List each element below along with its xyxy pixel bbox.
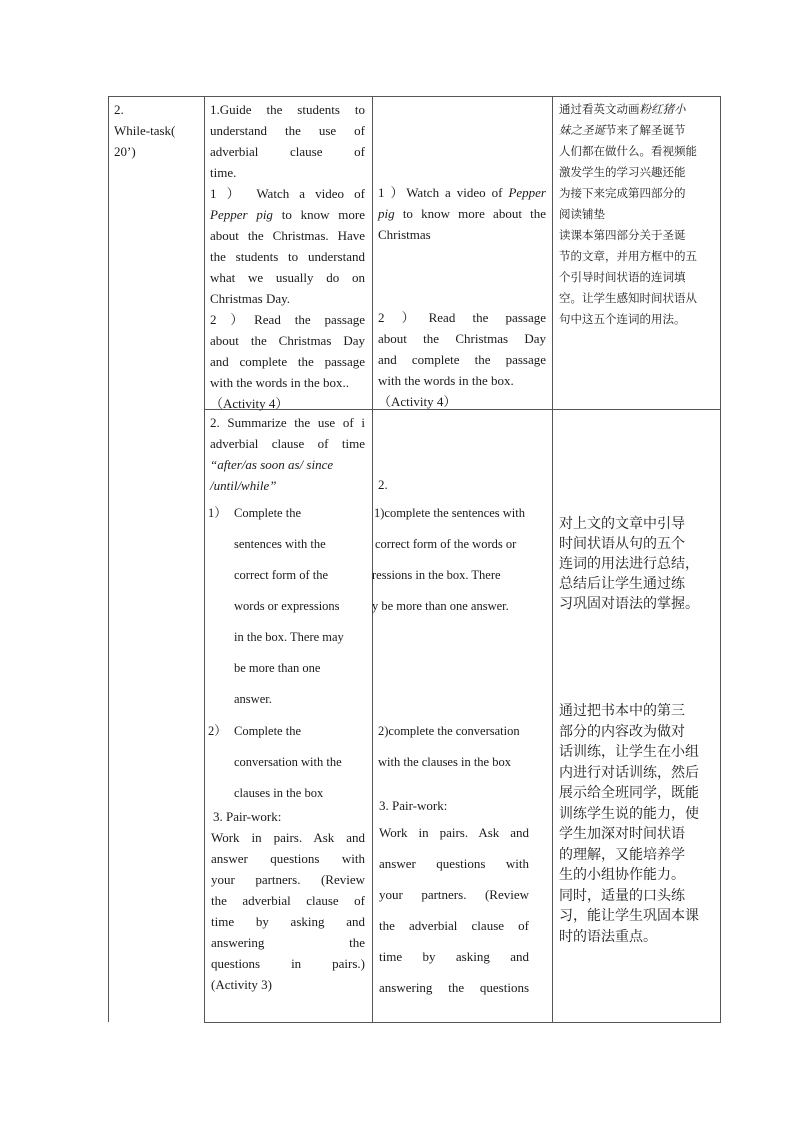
pair-work-line: Work in pairs. Ask and bbox=[211, 830, 365, 845]
exercise-line: ressions in the box. There bbox=[372, 568, 501, 582]
table-left-border bbox=[108, 96, 109, 1022]
stage-name: While-task( bbox=[114, 123, 176, 138]
purpose-line: 生的小组协作能力。 bbox=[559, 867, 685, 883]
summary-line: adverbial clause of time bbox=[210, 436, 365, 451]
stage-time: 20’) bbox=[114, 144, 136, 159]
step-text: 1 ）Watch a video of bbox=[378, 185, 503, 200]
exercise-line: be more than one bbox=[234, 661, 321, 675]
video-title: 妹之圣诞 bbox=[559, 123, 605, 137]
activity-reference: （Activity 4） bbox=[210, 396, 289, 411]
table-top-border bbox=[108, 96, 720, 97]
stage-number: 2. bbox=[114, 102, 124, 117]
exercise-line: correct form of the bbox=[234, 568, 329, 582]
exercise-line: y be more than one answer. bbox=[372, 599, 509, 613]
exercise-line: correct form of the words or bbox=[375, 537, 517, 551]
purpose-line: 内进行对话训练，然后 bbox=[559, 764, 699, 781]
exercise-1-student bbox=[372, 498, 552, 622]
purpose-line: 读课本第四部分关于圣诞 bbox=[559, 228, 686, 242]
pair-work-line: time by asking and bbox=[211, 914, 365, 929]
pair-work-line: answer questions with bbox=[379, 856, 529, 871]
purpose-line: 时间状语从句的五个 bbox=[559, 536, 685, 552]
video-title: Pepper pig bbox=[210, 207, 273, 222]
purpose-line: 句中这五个连词的用法。 bbox=[559, 312, 686, 326]
purpose-line: 空。让学生感知时间状语从 bbox=[559, 291, 697, 305]
step-number: 1 ） bbox=[210, 186, 247, 201]
pair-work-line: your partners. (Review bbox=[379, 887, 529, 902]
exercise-line: clauses in the box bbox=[234, 786, 324, 800]
video-step-line bbox=[378, 203, 546, 224]
step-text: to know more about the bbox=[402, 206, 546, 221]
reading-step-line: and complete the passage bbox=[210, 354, 365, 369]
reading-step-line: 2 ）Read the passage bbox=[378, 310, 546, 325]
design-purpose-summary bbox=[559, 514, 719, 614]
table-bottom-border bbox=[204, 1022, 720, 1023]
exercise-line: conversation with the bbox=[234, 755, 342, 769]
teacher-activity-row1 bbox=[210, 99, 365, 414]
summary-block bbox=[210, 412, 365, 496]
purpose-line: 对上文的文章中引导 bbox=[559, 516, 685, 532]
guide-line: understand the use of bbox=[210, 123, 365, 138]
purpose-line: 展示给全班同学，既能 bbox=[559, 785, 699, 801]
purpose-line: 部分的内容改为做对 bbox=[559, 723, 685, 740]
step-text: Watch a video of bbox=[256, 186, 365, 201]
table-right-border bbox=[720, 96, 721, 1023]
list-number: 2） bbox=[208, 724, 227, 738]
video-title: Pepper bbox=[508, 185, 546, 200]
purpose-line: 学生加深对时间状语 bbox=[559, 826, 685, 842]
purpose-line: 妹之圣诞节来了解圣诞节 bbox=[559, 123, 686, 137]
pair-work-title: 3. Pair-work: bbox=[213, 809, 282, 824]
pair-work-title-student: 3. Pair-work: bbox=[379, 798, 448, 813]
exercise-line: with the clauses in the box bbox=[378, 755, 511, 769]
exercise-line: in the box. There may bbox=[234, 630, 344, 644]
exercise-line: 1)complete the sentences with bbox=[374, 506, 525, 520]
activity-reference: （Activity 4） bbox=[378, 394, 457, 409]
pair-work-line: answer questions with bbox=[211, 851, 365, 866]
video-step-line bbox=[210, 204, 365, 225]
purpose-line: 训练学生说的能力，使 bbox=[559, 805, 699, 822]
reading-step-line: 2 ）Read the passage bbox=[210, 312, 365, 327]
exercise-line: answer. bbox=[234, 692, 272, 706]
pair-work-line: time by asking and bbox=[379, 949, 529, 964]
video-step-line: Christmas bbox=[378, 227, 431, 242]
student-activity-row1 bbox=[378, 182, 546, 245]
design-purpose-row1 bbox=[559, 99, 717, 330]
reading-step-line: and complete the passage bbox=[378, 352, 546, 367]
design-purpose-pair-work bbox=[559, 701, 719, 947]
exercise-line: sentences with the bbox=[234, 537, 326, 551]
video-step-line: what we usually do on bbox=[210, 270, 365, 285]
pair-work-student bbox=[379, 817, 529, 1003]
purpose-line: 连词的用法进行总结， bbox=[559, 556, 699, 572]
guide-line: adverbial clause of bbox=[210, 144, 365, 159]
summary-line: 2. Summarize the use of i bbox=[210, 415, 365, 430]
pair-work-teacher bbox=[211, 806, 365, 995]
video-step-line bbox=[210, 183, 365, 204]
purpose-line: 总结后让学生通过练 bbox=[559, 576, 685, 592]
purpose-line: 为接下来完成第四部分的 bbox=[559, 186, 686, 200]
purpose-line: 激发学生的学习兴趣还能 bbox=[559, 165, 686, 179]
exercise-2-student bbox=[378, 716, 550, 778]
video-step-line: about the Christmas. Have bbox=[210, 228, 365, 243]
guide-line: time. bbox=[210, 165, 237, 180]
video-step-line: Christmas Day. bbox=[210, 291, 291, 306]
pair-work-line: Work in pairs. Ask and bbox=[379, 825, 529, 840]
student-exercise-number: 2. bbox=[378, 477, 388, 492]
pair-work-line: your partners. (Review bbox=[211, 872, 365, 887]
pair-work-line: answering the questions bbox=[379, 980, 529, 995]
purpose-line: 个引导时间状语的连词填 bbox=[559, 270, 686, 284]
exercise-line: 2)complete the conversation bbox=[378, 724, 520, 738]
purpose-line: 通过把书本中的第三 bbox=[559, 703, 685, 719]
purpose-line: 话训练，让学生在小组 bbox=[559, 744, 699, 760]
pair-work-line: answering the bbox=[211, 935, 365, 950]
purpose-line: 时的语法重点。 bbox=[559, 928, 657, 945]
exercise-line: Complete the bbox=[234, 506, 301, 520]
conjunction-list: /until/while” bbox=[210, 478, 277, 493]
pair-work-line: the adverbial clause of bbox=[211, 893, 365, 908]
video-title: pig bbox=[378, 206, 395, 221]
video-step-line: the students to understand bbox=[210, 249, 365, 264]
purpose-line: 同时，适量的口头练 bbox=[559, 887, 685, 904]
activity-reference: (Activity 3) bbox=[211, 977, 273, 992]
purpose-line: 通过看英文动画粉红猪小 bbox=[559, 102, 686, 116]
column-divider-1 bbox=[204, 96, 205, 1023]
exercise-line: Complete the bbox=[234, 724, 301, 738]
video-title: 粉红猪小 bbox=[639, 102, 686, 116]
purpose-line: 习，能让学生巩固本课 bbox=[559, 908, 699, 924]
video-step-line bbox=[378, 182, 546, 203]
purpose-line: 节的文章，并用方框中的五 bbox=[559, 249, 697, 263]
purpose-line: 人们都在做什么。看视频能 bbox=[559, 144, 697, 158]
pair-work-line: the adverbial clause of bbox=[379, 918, 529, 933]
reading-step-line: with the words in the box. bbox=[378, 373, 514, 388]
guide-line: 1.Guide the students to bbox=[210, 102, 365, 117]
reading-step-line: about the Christmas Day bbox=[378, 331, 546, 346]
purpose-line: 阅读铺垫 bbox=[559, 207, 605, 221]
purpose-line: 习巩固对语法的掌握。 bbox=[559, 596, 699, 612]
pair-work-line: questions in pairs.) bbox=[211, 956, 365, 971]
column-divider-3 bbox=[552, 96, 553, 1023]
purpose-line: 的理解，又能培养学 bbox=[559, 846, 685, 863]
stage-cell bbox=[114, 99, 200, 162]
list-number: 1） bbox=[208, 506, 227, 520]
step-text: to know more bbox=[281, 207, 365, 222]
student-reading-row1 bbox=[378, 307, 546, 412]
conjunction-list: “after/as soon as/ since bbox=[210, 457, 334, 472]
reading-step-line: about the Christmas Day bbox=[210, 333, 365, 348]
exercise-line: words or expressions bbox=[234, 599, 340, 613]
reading-step-line: with the words in the box.. bbox=[210, 375, 350, 390]
